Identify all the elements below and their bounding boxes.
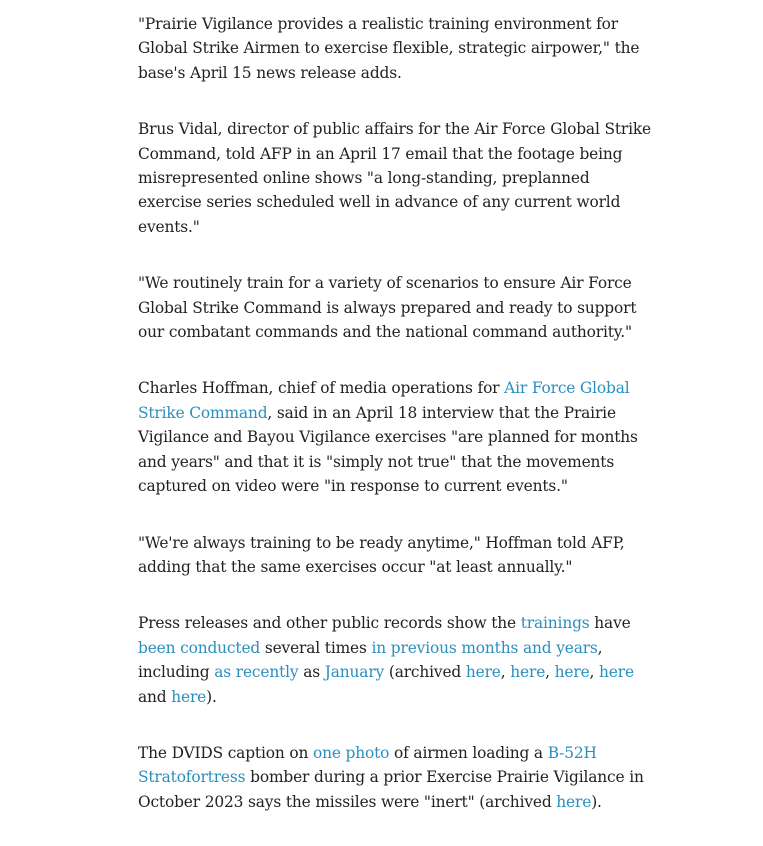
paragraph-text: Press releases and other public records show the <box>138 614 521 633</box>
paragraph-text: Brus Vidal, director of public affairs for the Air Force Global Strike Command, told AFP in an April 17 email that the footage being misrepresented online shows "a long-standing, preplanned exercise series scheduled well in advance of any current world events." <box>138 120 652 236</box>
paragraph-text: The DVIDS caption on <box>138 743 313 762</box>
paragraph-text: and <box>138 687 172 706</box>
paragraph-release-quote <box>138 12 654 85</box>
paragraph-hoffman-quote <box>138 531 654 580</box>
paragraph-text: ). <box>206 687 217 706</box>
paragraph-text: (archived <box>384 663 466 682</box>
paragraph-dvids-caption <box>138 741 654 814</box>
paragraph-text: several times <box>260 638 372 657</box>
paragraph-text: , said in an April 18 interview that the Prairie Vigilance and Bayou Vigilance exercises "are planned for months and years" and that it is "simply not true" that the movements captured on video were "in response to current events." <box>138 403 638 496</box>
link-archived-here-5[interactable]: here <box>171 687 207 706</box>
link-archived-here-2[interactable]: here <box>510 663 546 682</box>
separator: , <box>500 663 511 682</box>
paragraph-vidal-quote <box>138 271 654 344</box>
paragraph-text: have <box>589 614 631 633</box>
link-one-photo[interactable]: one photo <box>312 743 390 762</box>
link-as-recently[interactable]: as recently <box>214 663 299 682</box>
paragraph-public-records <box>138 611 654 709</box>
paragraph-text: ). <box>591 792 602 811</box>
link-been-conducted[interactable]: been conducted <box>138 638 261 657</box>
link-archived-here-1[interactable]: here <box>465 663 501 682</box>
paragraph-text: bomber during a prior Exercise Prairie Vigilance in October 2023 says the missiles were "inert" (archived <box>138 768 644 811</box>
link-air-force-global-strike-command[interactable]: Air Force Global Strike Command <box>138 379 630 422</box>
paragraph-text: "We routinely train for a variety of scenarios to ensure Air Force Global Strike Command is always prepared and ready to support our combatant commands and the national command authority." <box>138 274 637 342</box>
article-body <box>138 12 654 846</box>
paragraph-vidal-statement <box>138 117 654 239</box>
paragraph-hoffman-interview <box>138 376 654 498</box>
separator: , <box>545 663 555 682</box>
link-january[interactable]: January <box>324 663 385 682</box>
paragraph-text: Charles Hoffman, chief of media operations for <box>138 379 505 398</box>
paragraph-text: as <box>298 663 325 682</box>
paragraph-text: "Prairie Vigilance provides a realistic training environment for Global Strike Airmen to exercise flexible, strategic airpower," the base's April 15 news release adds. <box>138 15 640 82</box>
paragraph-text: , including <box>138 638 603 682</box>
paragraph-text: of airmen loading a <box>389 743 548 762</box>
separator: , <box>589 663 600 682</box>
link-archived-here-3[interactable]: here <box>554 663 590 682</box>
link-b52h-stratofortress[interactable]: B-52H Stratofortress <box>138 743 597 787</box>
link-previous-months-and-years[interactable]: in previous months and years <box>371 638 598 657</box>
paragraph-text: "We're always training to be ready anytime," Hoffman told AFP, adding that the same exercises occur "at least annually." <box>138 533 625 576</box>
link-trainings[interactable]: trainings <box>520 614 590 633</box>
link-archived-here[interactable]: here <box>556 792 592 811</box>
link-archived-here-4[interactable]: here <box>599 663 634 682</box>
